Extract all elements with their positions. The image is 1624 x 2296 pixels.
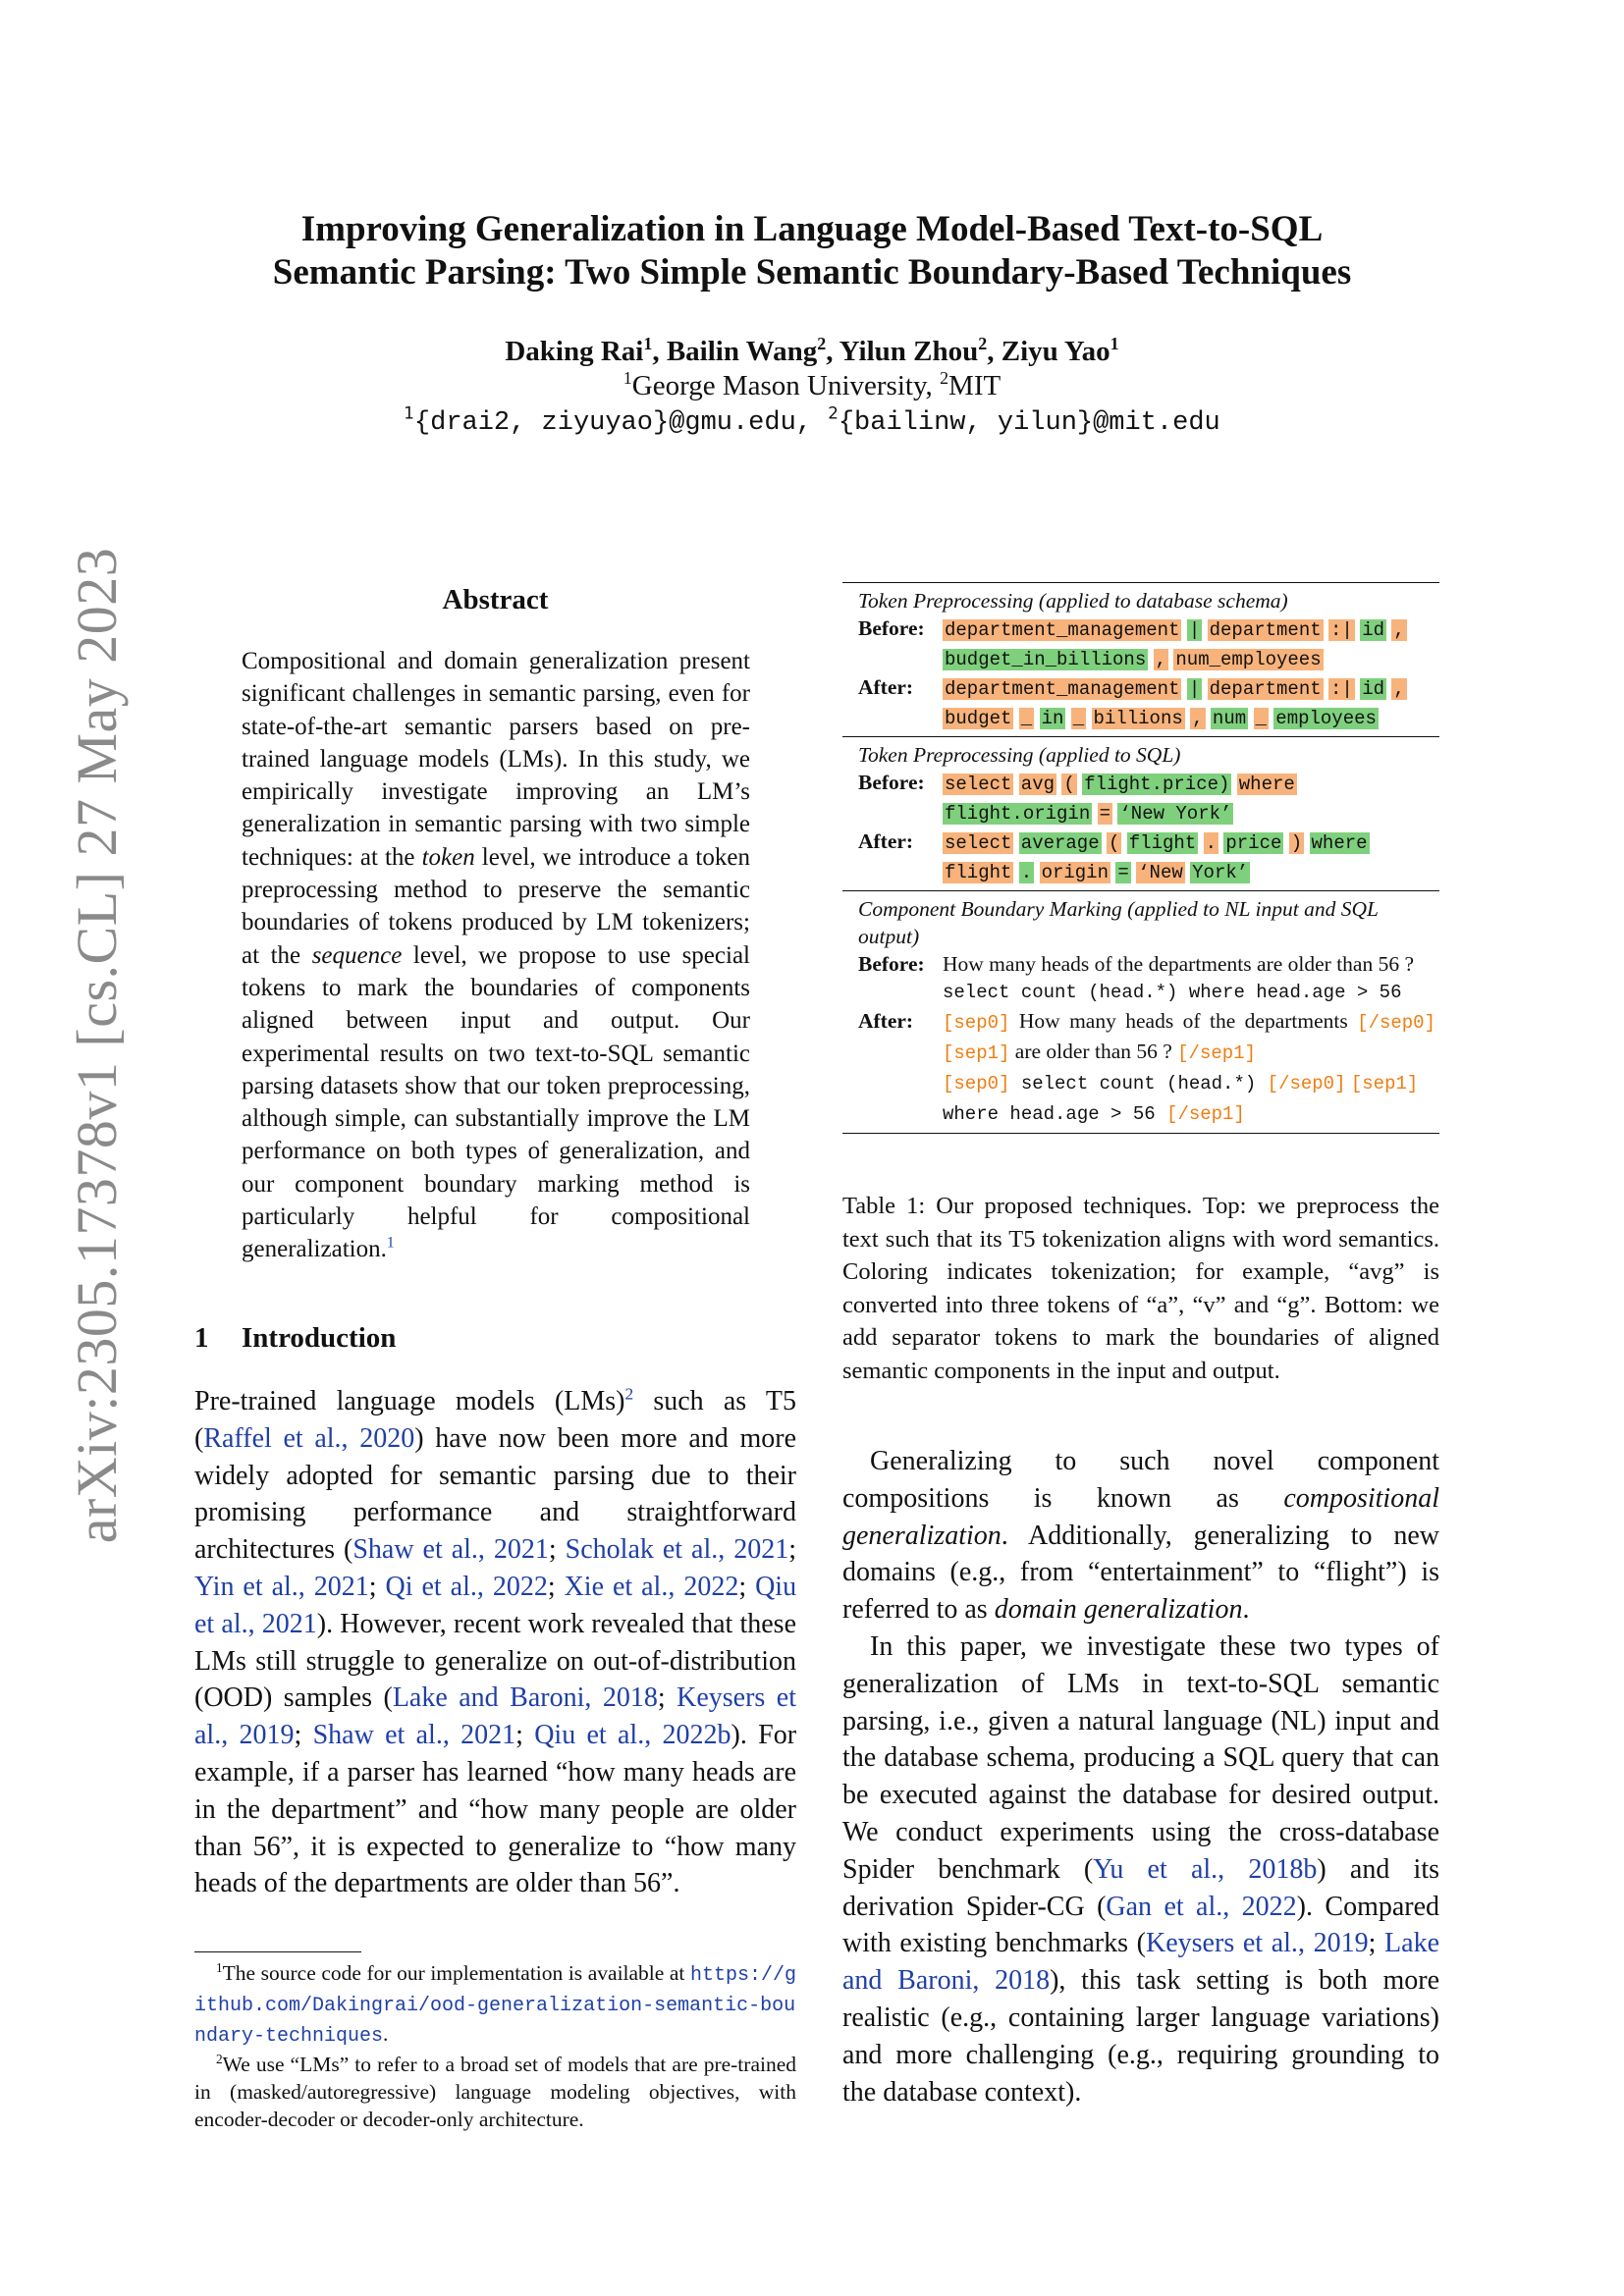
footnote-text: The source code for our implementation is available at xyxy=(222,1961,690,1985)
token: :| xyxy=(1330,678,1353,700)
citation-author: Lake and Baroni xyxy=(842,1928,1439,1997)
token: num_employees xyxy=(1175,649,1322,670)
table-rule xyxy=(842,1133,1439,1134)
arxiv-stamp: arXiv:2305.17378v1 [cs.CL] 27 May 2023 xyxy=(65,547,129,1544)
token: department xyxy=(1209,678,1322,700)
nl-input: are older than 56 ? xyxy=(1009,1040,1178,1063)
table-section-title: Token Preprocessing (applied to database schema) xyxy=(858,589,1288,613)
footnote-text: We use “LMs” to refer to a broad set of models that are pre-trained in (masked/autoregressive) language modeling objectives, with encoder-decoder or decoder-only architecture. xyxy=(194,2053,796,2131)
footnote-mark: 2 xyxy=(216,2051,223,2066)
token: , xyxy=(1393,678,1405,700)
citation-author: Qiu et al. xyxy=(534,1720,645,1751)
citation-link[interactable]: Qiu et al., 2022b xyxy=(534,1720,731,1751)
paper-title xyxy=(137,208,1487,294)
sql-output: where head.age > 56 xyxy=(943,1103,1167,1125)
citation-link[interactable]: Qi et al., 2022 xyxy=(385,1571,548,1602)
token: | xyxy=(1188,619,1201,641)
token: num xyxy=(1212,708,1247,729)
citation-year: 2022 xyxy=(492,1571,548,1602)
example-text xyxy=(943,950,1439,1007)
token: . xyxy=(1205,832,1217,854)
body-text: In this paper, we investigate these two types of generalization of LMs in text-to-SQL semantic parsing, i.e., given a natural language (NL) input and the database schema, producing a SQL query that can be executed against the database for desired output. We conduct experiments using the cross-database Spider benchmark ( xyxy=(842,1630,1439,1885)
token: = xyxy=(1117,862,1129,883)
affiliation-mark: 1 xyxy=(404,402,414,423)
footnotes xyxy=(194,1959,796,2133)
row-label: After: xyxy=(858,675,914,699)
email[interactable]: {bailinw, yilun}@mit.edu xyxy=(838,408,1220,438)
row-label: Before: xyxy=(858,616,925,640)
body-text: ). For example, if a parser has learned “how many heads are in the department” and “how many people are older than 56”, it is expected to generalize to “how many heads of the departments are older than 56”. xyxy=(194,1720,797,1899)
author-list: Daking Rai$^1$, Bailin Wang$^2$, Yilun Zhou$^2$, Ziyu Yao$^1$ xyxy=(505,333,1119,367)
affiliation-mark: 2 xyxy=(978,333,988,353)
citation-author: Keysers et al. xyxy=(194,1682,797,1751)
token: flight xyxy=(1128,832,1197,854)
author-name: Ziyu Yao xyxy=(1001,336,1110,367)
token-list xyxy=(943,673,1439,732)
citation-year: 2022 xyxy=(1241,1891,1297,1922)
sql-output: select count (head.*) where head.age > 56 xyxy=(943,982,1402,1003)
right-column-body xyxy=(842,1443,1439,2110)
token: avg xyxy=(1020,774,1056,795)
footnote-link[interactable]: 2 xyxy=(624,1384,634,1404)
table-row-after xyxy=(858,673,1439,732)
title-line-1: Improving Generalization in Language Model-Based Text-to-SQL xyxy=(300,209,1324,249)
citation-author: Gan et al. xyxy=(1106,1891,1223,1922)
citation-year: 2021 xyxy=(493,1534,549,1566)
author-name: Yilun Zhou xyxy=(839,336,979,367)
token: budget_in_billions xyxy=(945,649,1147,670)
citation-author: Qiu et al. xyxy=(194,1571,797,1639)
citation-year: 2018 xyxy=(602,1682,658,1714)
footnote-mark: 1 xyxy=(216,1959,223,1975)
affiliation-mark: 2 xyxy=(817,333,827,353)
abstract-emphasis: sequence xyxy=(311,941,403,969)
body-text: such as T5 ( xyxy=(194,1386,796,1454)
emphasis: domain generalization xyxy=(994,1594,1243,1626)
citation-year: 2019 xyxy=(1313,1928,1369,1959)
citation-link[interactable]: Shaw et al., 2021 xyxy=(352,1534,549,1566)
token: average xyxy=(1020,832,1100,854)
nl-input: How many heads of the departments xyxy=(1009,1009,1358,1033)
token: select xyxy=(945,774,1012,795)
affiliations xyxy=(137,367,1487,402)
section-heading-introduction xyxy=(194,1322,396,1355)
sep-token: [sep0] xyxy=(943,1012,1010,1034)
affiliation-mark: 1 xyxy=(643,333,653,353)
emphasis: compositional generalization xyxy=(842,1482,1439,1551)
sep-token: [sep0] xyxy=(943,1073,1010,1095)
abstract-text: Compositional and domain generalization present significant challenges in semantic parsing, even for state-of-the-art semantic parsers based on pre-trained language models (LMs). In this study, we empirically investigate improving an LM’s generalization in semantic parsing with two simple techniques: at the xyxy=(242,648,750,871)
citation-year: 2018b xyxy=(1248,1853,1318,1885)
token: ( xyxy=(1063,774,1075,795)
citation-link[interactable]: Lake and Baroni, 2018 xyxy=(842,1928,1439,1997)
abstract-text: level, we introduce a token preprocessing method to preserve the semantic boundaries of tokens produced by LM tokenizers; at the xyxy=(242,843,750,969)
citation-year: 2022b xyxy=(662,1720,731,1751)
table-1 xyxy=(842,582,1439,1134)
citation-author: Shaw et al. xyxy=(352,1534,478,1566)
row-label: After: xyxy=(858,1009,914,1033)
affiliation-mark: 1 xyxy=(623,367,632,388)
body-text: ) have now been more and more widely adopted for semantic parsing due to their promising performance and straightforward architectures ( xyxy=(194,1422,796,1566)
table-row-before xyxy=(858,950,1439,1007)
token: id xyxy=(1362,678,1385,700)
citation-author: Yin et al. xyxy=(194,1571,298,1602)
token: in xyxy=(1041,708,1064,729)
body-text: Pre-trained language models (LMs) xyxy=(194,1386,625,1416)
token: ‘New xyxy=(1138,862,1183,883)
emails xyxy=(137,402,1487,438)
citation-year: 2021 xyxy=(261,1608,317,1639)
citation-link[interactable]: Keysers et al., 2019 xyxy=(194,1682,797,1751)
sep-token: [sep1] xyxy=(1350,1073,1419,1095)
intro-body: Pre-trained language models (LMs)$^2$ such as T5 (Raffel et al., 2020) have now been more and more widely adopted for semantic parsing due to their promising performance and straightforward architectures (Shaw et al., 2021; Scholak et al., 2021; Yin et al., 2021; Qi et al., 2022; Xie et al., 2022; Qiu et al., 2021). However, recent work revealed that these LMs still struggle to generalize on out-of-distribution (OOD) samples (Lake and Baroni, 2018; Keysers et al., 2019; Shaw et al., 2021; Qiu et al., 2022b). For example, if a parser has learned “how many heads are in the department” and “how many people are older than 56”, it is expected to generalize to “how many heads of the departments are older than 56”. xyxy=(194,1384,797,1899)
citation-author: Shaw et al. xyxy=(312,1720,443,1751)
citation-author: Lake and Baroni xyxy=(392,1682,585,1714)
citation-year: 2020 xyxy=(359,1422,415,1454)
row-label: Before: xyxy=(858,771,925,794)
affiliation-mark: 2 xyxy=(828,402,839,423)
affiliation: MIT xyxy=(948,370,1001,401)
token: ) xyxy=(1290,832,1303,854)
table-section-title: Token Preprocessing (applied to SQL) xyxy=(858,743,1181,767)
section-number: 1 xyxy=(194,1322,209,1354)
title-line-2: Semantic Parsing: Two Simple Semantic Boundary-Based Techniques xyxy=(272,252,1352,293)
token-list xyxy=(943,614,1439,673)
table-row-after xyxy=(858,828,1439,886)
citation-link[interactable]: Scholak et al., 2021 xyxy=(565,1534,789,1566)
citation-link[interactable]: Lake and Baroni, 2018 xyxy=(392,1682,658,1714)
section-title: Introduction xyxy=(242,1322,397,1354)
citation-link[interactable]: Shaw et al., 2021 xyxy=(312,1720,516,1751)
body-text: ), this task setting is both more realistic (e.g., containing larger language variations) and more challenging (e.g., requiring grounding to the database context). xyxy=(842,1965,1440,2108)
example-text xyxy=(943,1007,1439,1129)
email[interactable]: {drai2, ziyuyao}@gmu.edu, xyxy=(413,408,829,438)
row-label: After: xyxy=(858,829,914,853)
author-name: Daking Rai xyxy=(505,336,644,367)
token: flight.price) xyxy=(1084,774,1230,795)
citation-link[interactable]: Yu et al., 2018b xyxy=(1093,1853,1318,1885)
footnote-rule xyxy=(194,1951,361,1952)
citation-author: Qi et al. xyxy=(385,1571,477,1602)
sep-token: [/sep1] xyxy=(1177,1042,1256,1064)
row-label: Before: xyxy=(858,952,925,976)
footnote-1 xyxy=(194,1959,796,2051)
token: . xyxy=(1020,862,1033,883)
author-name: Bailin Wang xyxy=(666,336,818,367)
footnote-2 xyxy=(194,2051,796,2133)
token: flight xyxy=(945,862,1012,883)
citation-author: Raffel et al. xyxy=(203,1422,342,1454)
token: price xyxy=(1225,832,1282,854)
token: origin xyxy=(1041,862,1109,883)
citation-year: 2018 xyxy=(995,1965,1051,1997)
citation-author: Yu et al. xyxy=(1093,1853,1218,1885)
title-block xyxy=(137,208,1487,438)
token-list xyxy=(943,769,1439,828)
token: , xyxy=(1192,708,1204,729)
citation-link[interactable]: Gan et al., 2022 xyxy=(1106,1891,1297,1922)
token: _ xyxy=(1020,708,1033,729)
token: | xyxy=(1188,678,1201,700)
body-text: . Additionally, generalizing to new domains (e.g., from “entertainment” to “flight”) is referred to as xyxy=(842,1520,1439,1626)
citation-link[interactable]: Xie et al., 2022 xyxy=(564,1571,739,1602)
token: ‘New York’ xyxy=(1119,803,1232,825)
abstract-heading: Abstract xyxy=(442,584,549,615)
table-rule xyxy=(842,736,1439,737)
sep-token: [/sep0] xyxy=(1357,1012,1435,1034)
token: id xyxy=(1362,619,1385,641)
abstract-body xyxy=(242,645,750,1266)
token: :| xyxy=(1330,619,1353,641)
affiliation-mark: 1 xyxy=(1110,333,1119,353)
token: budget xyxy=(945,708,1012,729)
token: select xyxy=(945,832,1012,854)
token: department xyxy=(1209,619,1322,641)
table-row-after xyxy=(858,1007,1439,1129)
citation-author: Keysers et al. xyxy=(1146,1928,1298,1959)
table-rule xyxy=(842,890,1439,891)
abstract-text: level, we propose to use special tokens to mark the boundaries of components aligned between input and output. Our experimental results on two text-to-SQL semantic parsing datasets show that our token preprocessing, although simple, can substantially improve the LM performance on both types of generalization, and our component boundary marking method is particularly helpful for compositional generalization. xyxy=(242,941,750,1263)
body-text: ) and its derivation Spider-CG ( xyxy=(842,1853,1439,1922)
token-list xyxy=(943,828,1439,886)
sep-token: [/sep0] xyxy=(1267,1073,1346,1095)
citation-link[interactable]: Qiu et al., 2021 xyxy=(194,1571,797,1639)
token: = xyxy=(1099,803,1111,825)
token: department_management xyxy=(945,619,1180,641)
token: _ xyxy=(1072,708,1085,729)
token: where xyxy=(1238,774,1295,795)
affiliation: George Mason University, xyxy=(631,370,941,401)
table-rule xyxy=(842,582,1439,583)
citation-year: 2022 xyxy=(683,1571,739,1602)
token: ( xyxy=(1109,832,1120,854)
footnote-text: . xyxy=(383,2022,389,2046)
citation-year: 2021 xyxy=(460,1720,516,1751)
token: York’ xyxy=(1192,862,1249,883)
token: employees xyxy=(1275,708,1377,729)
citation-author: Xie et al. xyxy=(564,1571,669,1602)
table-caption: Table 1: Our proposed techniques. Top: we preprocess the text such that its T5 tokenization aligns with word semantics. Coloring indicates tokenization; for example, “avg” is converted into three tokens of “a”, “v” and “g”. Bottom: we add separator tokens to mark the boundaries of aligned semantic components in the input and output. xyxy=(842,1193,1439,1384)
paragraph: In this paper, we investigate these two types of generalization of LMs in text-to-SQL semantic parsing, i.e., given a natural language (NL) input and the database schema, producing a SQL query that can be executed against the database for desired output. We conduct experiments using the cross-database Spider benchmark (Yu et al., 2018b) and its derivation Spider-CG (Gan et al., 2022). Compared with existing benchmarks (Keysers et al., 2019; Lake and Baroni, 2018), this task setting is both more realistic (e.g., containing larger language variations) and more challenging (e.g., requiring grounding to the database context). xyxy=(842,1630,1440,2108)
citation-year: 2019 xyxy=(239,1720,295,1751)
code-url-link[interactable]: https://github.com/Dakingrai/ood-generalization-semantic-boundary-techniques xyxy=(194,1964,796,2048)
table-section-title: Component Boundary Marking (applied to NL input and SQL output) xyxy=(858,897,1379,948)
token: billions xyxy=(1093,708,1183,729)
table-row-before xyxy=(858,769,1439,828)
table-row-before xyxy=(858,614,1439,673)
footnote-link[interactable]: 1 xyxy=(386,1234,395,1252)
token: department_management xyxy=(945,678,1180,700)
citation-link[interactable]: Keysers et al., 2019 xyxy=(1146,1928,1369,1959)
token: , xyxy=(1155,649,1167,670)
abstract-emphasis: token xyxy=(421,843,475,871)
body-text: Generalizing to such novel component compositions is known as xyxy=(842,1446,1439,1514)
sep-token: [sep1] xyxy=(943,1042,1010,1064)
body-text: ). Compared with existing benchmarks ( xyxy=(842,1891,1440,1959)
body-text: . xyxy=(1242,1594,1250,1626)
citation-year: 2021 xyxy=(313,1571,369,1602)
citation-link[interactable]: Raffel et al., 2020 xyxy=(203,1422,415,1454)
token: flight.origin xyxy=(945,803,1091,825)
affiliation-mark: 2 xyxy=(940,367,949,388)
token: where xyxy=(1311,832,1368,854)
nl-input: How many heads of the departments are older than 56 ? xyxy=(943,952,1415,976)
citation-link[interactable]: Yin et al., 2021 xyxy=(194,1571,369,1602)
paragraph xyxy=(842,1443,1439,1629)
sql-output: select count (head.*) xyxy=(1009,1073,1268,1095)
sep-token: [/sep1] xyxy=(1166,1103,1245,1125)
citation-year: 2021 xyxy=(733,1534,789,1566)
token: _ xyxy=(1255,708,1267,729)
citation-author: Scholak et al. xyxy=(565,1534,719,1566)
token: , xyxy=(1393,619,1405,641)
body-text: ). However, recent work revealed that these LMs still struggle to generalize on out-of-distribution (OOD) samples ( xyxy=(194,1608,796,1714)
